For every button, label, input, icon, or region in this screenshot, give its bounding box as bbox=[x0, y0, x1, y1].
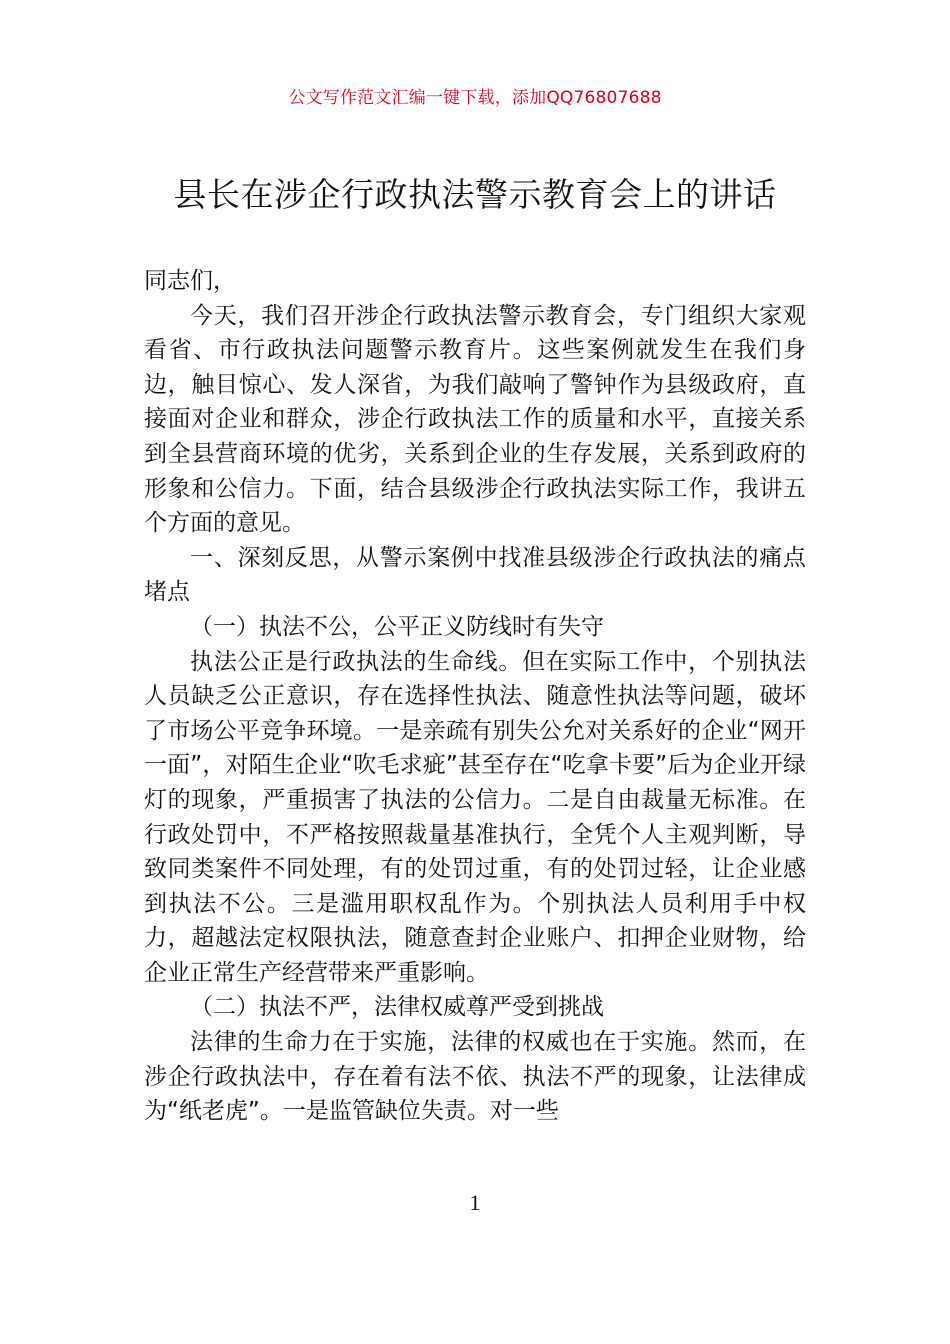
section-heading: 一、深刻反思，从警示案例中找准县级涉企行政执法的痛点堵点 bbox=[144, 544, 806, 606]
salutation: 同志们， bbox=[144, 268, 236, 294]
download-notice: 公文写作范文汇编一键下载，添加QQ76807688 bbox=[288, 88, 662, 108]
body-paragraph: 今天，我们召开涉企行政执法警示教育会，专门组织大家观看省、市行政执法问题警示教育片。这些案例就发生在我们身边，触目惊心、发人深省，为我们敲响了警钟作为县级政府，直接面对企业和群众，涉企行政执法工作的质量和水平，直接关系到全县营商环境的优劣，关系到企业的生存发展，关系到政府的形象和公信力。下面，结合县级涉企行政执法实际工作，我讲五个方面的意见。 bbox=[144, 302, 806, 537]
body-paragraph: 执法公正是行政执法的生命线。但在实际工作中，个别执法人员缺乏公正意识，存在选择性执法、随意性执法等问题，破坏了市场公平竞争环境。一是亲疏有别失公允对关系好的企业“网开一面”，对陌生企业“吹毛求疵”甚至存在“吃拿卡要”后为企业开绿灯的现象，严重损害了执法的公信力。二是自由裁量无标准。在行政处罚中，不严格按照裁量基准执行，全凭个人主观判断，导致同类案件不同处理，有的处罚过重，有的处罚过轻，让企业感到执法不公。三是滥用职权乱作为。个别执法人员利用手中权力，超越法定权限执法，随意查封企业账户、扣押企业财物，给企业正常生产经营带来严重影响。 bbox=[144, 648, 806, 986]
body-paragraph: 法律的生命力在于实施，法律的权威也在于实施。然而，在涉企行政执法中，存在着有法不依、执法不严的现象，让法律成为“纸老虎”。一是监管缺位失责。对一些 bbox=[144, 1029, 806, 1125]
document-title: 县长在涉企行政执法警示教育会上的讲话 bbox=[173, 175, 777, 214]
page-number: 1 bbox=[469, 1190, 481, 1215]
document-body bbox=[144, 264, 806, 1129]
subsection-heading: （二）执法不严，法律权威尊严受到挑战 bbox=[190, 994, 604, 1021]
subsection-heading: （一）执法不公，公平正义防线时有失守 bbox=[190, 613, 604, 640]
